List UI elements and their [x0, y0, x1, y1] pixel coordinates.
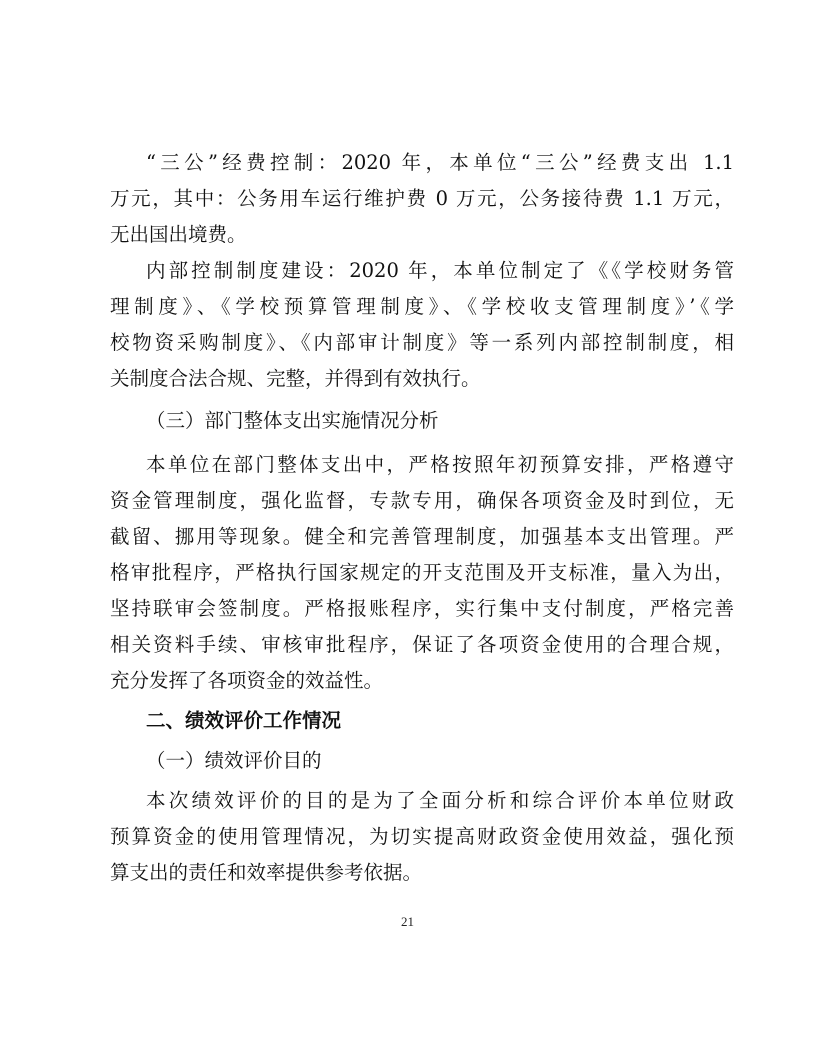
- paragraph-line: 本次绩效评价的目的是为了全面分析和综合评价本单位财政: [146, 789, 734, 812]
- paragraph-line: 截留、挪用等现象。健全和完善管理制度，加强基本支出管理。严: [110, 525, 734, 548]
- paragraph-line: 资金管理制度，强化监督，专款专用，确保各项资金及时到位，无: [110, 489, 734, 512]
- section-subheading: （三）部门整体支出实施情况分析: [146, 409, 439, 432]
- paragraph-line: 无出国出境费。: [110, 223, 247, 246]
- paragraph-line: 关制度合法合规、完整，并得到有效执行。: [110, 367, 481, 390]
- paragraph-line: 校物资采购制度》、《内部审计制度》等一系列内部控制制度，相: [110, 331, 734, 354]
- paragraph-line: 算支出的责任和效率提供参考依据。: [110, 861, 423, 884]
- section-subheading: （一）绩效评价目的: [146, 749, 322, 772]
- paragraph-line: “三公”经费控制：2020 年，本单位“三公”经费支出 1.1: [146, 151, 734, 174]
- paragraph-line: 充分发挥了各项资金的效益性。: [110, 669, 384, 692]
- paragraph-line: 内部控制制度建设：2020 年，本单位制定了《《学校财务管: [146, 259, 734, 282]
- paragraph-line: 本单位在部门整体支出中，严格按照年初预算安排，严格遵守: [146, 453, 734, 476]
- paragraph-line: 格审批程序，严格执行国家规定的开支范围及开支标准，量入为出，: [110, 561, 734, 584]
- section-heading: 二、绩效评价工作情况: [146, 709, 342, 732]
- paragraph-line: 坚持联审会签制度。严格报账程序，实行集中支付制度，严格完善: [110, 597, 734, 620]
- paragraph-line: 理制度》、《学校预算管理制度》、《学校收支管理制度》’《学: [110, 295, 734, 318]
- paragraph-line: 相关资料手续、审核审批程序，保证了各项资金使用的合理合规，: [110, 633, 734, 656]
- page-number: 21: [401, 914, 414, 929]
- paragraph-line: 万元，其中：公务用车运行维护费 0 万元，公务接待费 1.1 万元，: [110, 187, 734, 210]
- paragraph-line: 预算资金的使用管理情况，为切实提高财政资金使用效益，强化预: [110, 825, 734, 848]
